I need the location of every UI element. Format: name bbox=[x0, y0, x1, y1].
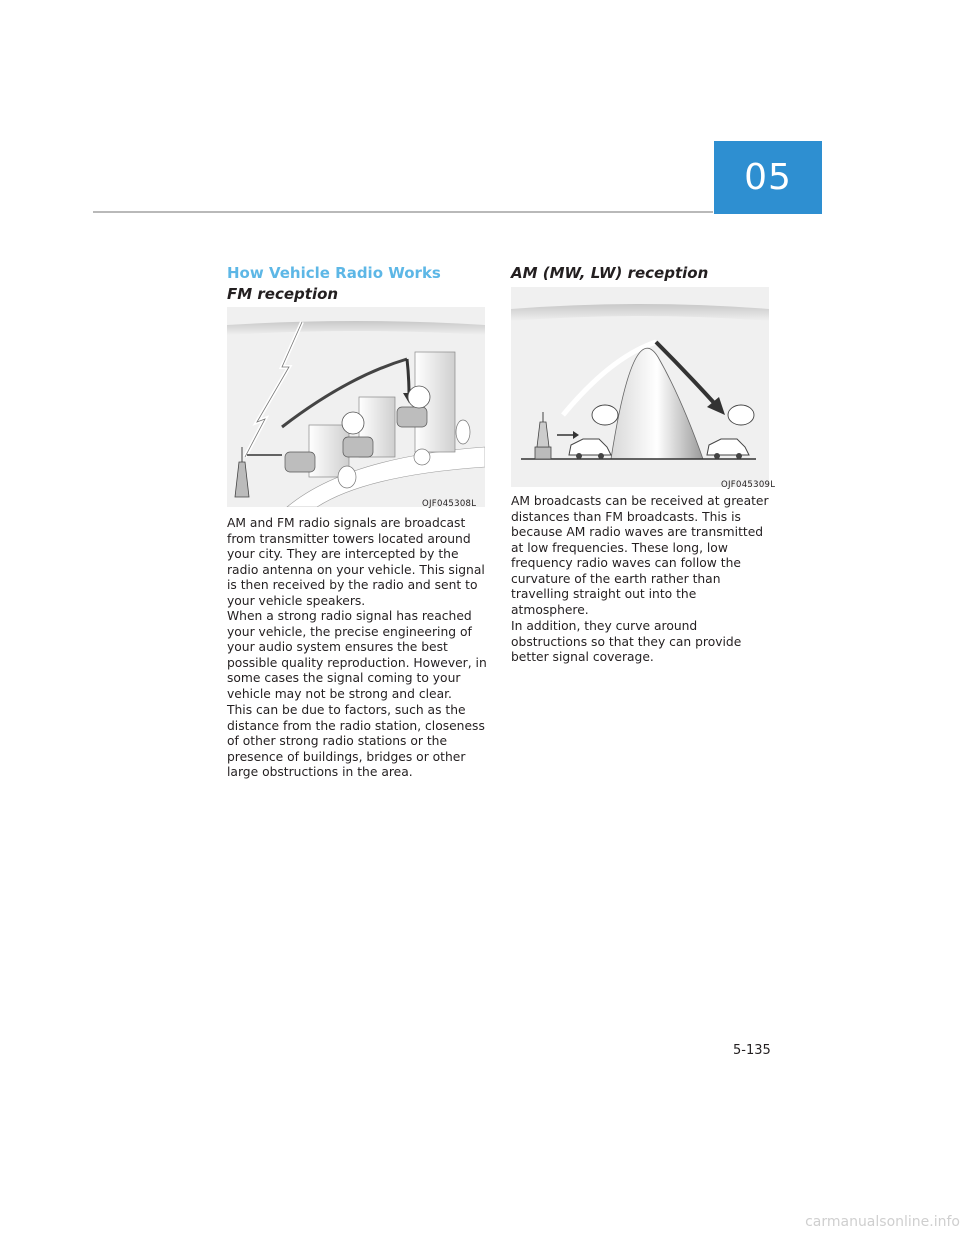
fm-paragraph-1: AM and FM radio signals are broadcast from transmitter towers located around your city. They are intercepted by the radio antenna on your vehicle. This signal is then received by the radio and sent to your vehicle speakers. bbox=[227, 516, 485, 608]
page-number: 5-135 bbox=[733, 1043, 771, 1058]
fm-reception-illustration bbox=[227, 307, 485, 507]
am-heading: AM (MW, LW) reception bbox=[511, 264, 709, 282]
am-reception-illustration bbox=[511, 287, 769, 487]
am-paragraph-2: In addition, they curve around obstructions so that they can provide better signal coverage. bbox=[511, 619, 742, 664]
chapter-tab: 05 bbox=[714, 141, 822, 214]
am-paragraph-1: AM broadcasts can be received at greater distances than FM broadcasts. This is because AM radio waves are transmitted at low frequencies. These long, low frequency radio waves can follow the curvature of the earth rather than travelling straight out into the atmosphere. bbox=[511, 494, 769, 617]
fm-figure-code: OJF045308L bbox=[422, 499, 477, 509]
section-title: How Vehicle Radio Works bbox=[227, 264, 441, 282]
fm-heading: FM reception bbox=[227, 285, 339, 303]
header-rule bbox=[93, 211, 713, 213]
am-figure-code: OJF045309L bbox=[721, 480, 776, 490]
fm-paragraph-2: When a strong radio signal has reached your vehicle, the precise engineering of your audio system ensures the best possible quality reproduction. However, in some cases the signal coming to your vehicle may not be strong and clear. bbox=[227, 609, 487, 701]
footer-watermark: carmanualsonline.info bbox=[805, 1214, 960, 1230]
fm-paragraph-3: This can be due to factors, such as the distance from the radio station, closeness of other strong radio stations or the presence of buildings, bridges or other large obstructions in the area. bbox=[227, 703, 485, 779]
